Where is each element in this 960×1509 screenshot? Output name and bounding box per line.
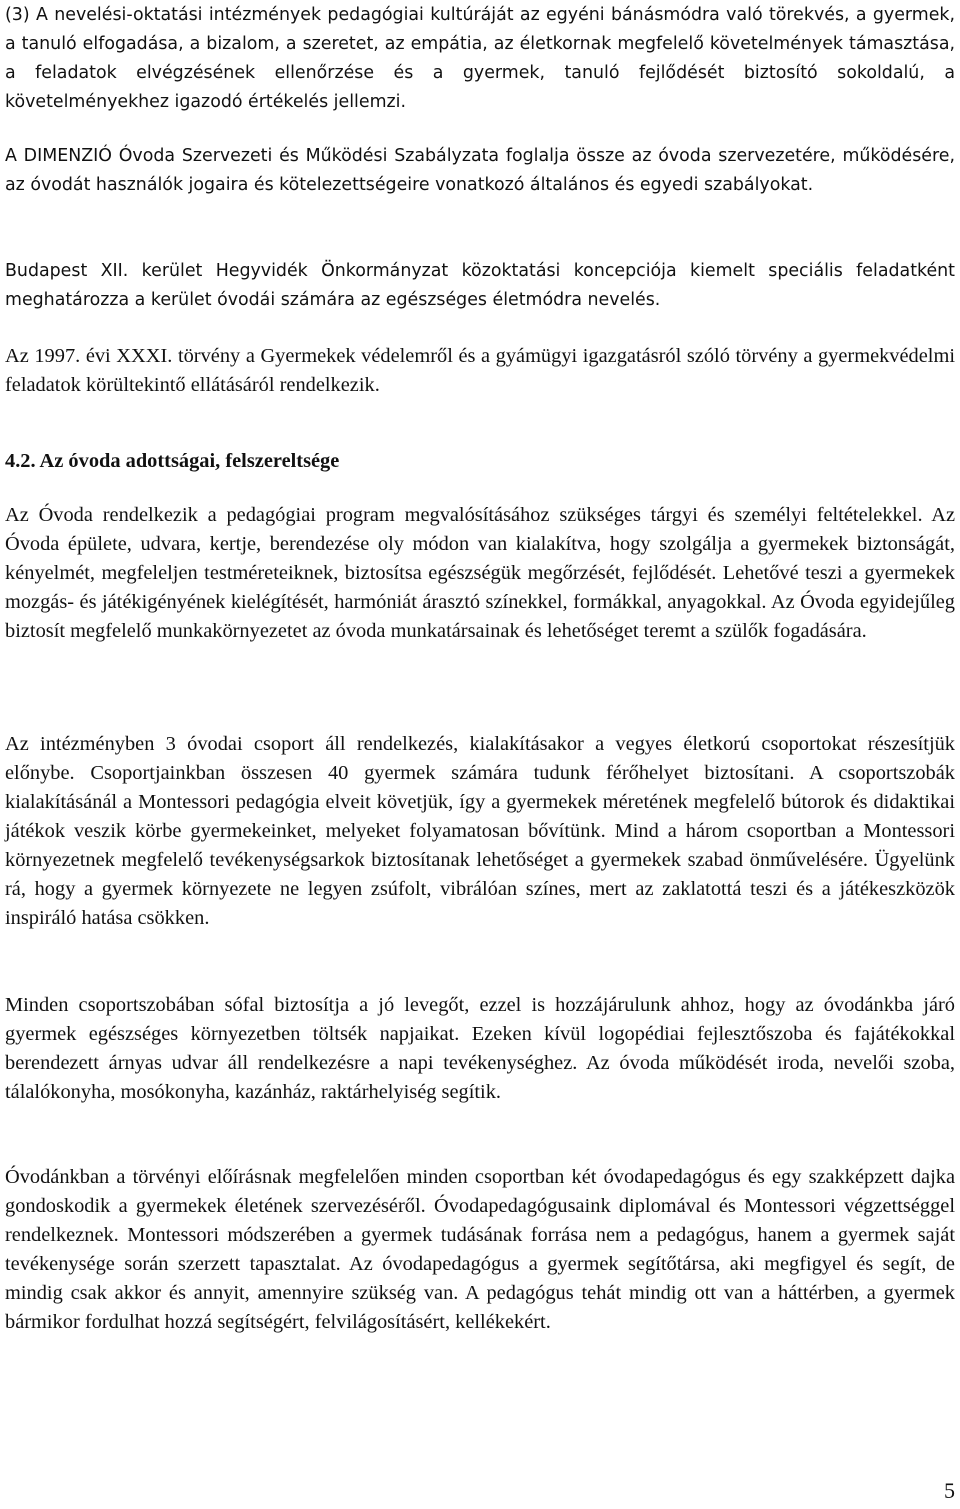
page-number: 5 [944,1478,955,1503]
paragraph-szmsz-summary: A DIMENZIÓ Óvoda Szervezeti és Működési Szabályzata foglalja össze az óvoda szervezetére, működésére, az óvodát használók jogaira és kötelezettségeire vonatkozó általános és egyedi szabályokat. [5,146,955,195]
paragraph-budapest-concept: Budapest XII. kerület Hegyvidék Önkormányzat közoktatási koncepciója kiemelt speciális feladatként meghatározza a kerület óvodái számára az egészséges életmódra nevelés. [5,261,955,310]
section-heading: 4.2. Az óvoda adottságai, felszereltsége [5,450,340,472]
paragraph-rooms: Minden csoportszobában sófal biztosítja a jó levegőt, ezzel is hozzájárulunk ahhoz, hogy az óvodánkba járó gyermek egészséges környezetben töltsék napjaikat. Ezeken kívül logopédiai fejlesztőszoba és fajátékokkal berendezett árnyas udvar áll rendelkezésre a napi tevékenységhez. Az óvoda működését iroda, nevelői szoba, tálalókonyha, mosókonyha, kazánház, raktárhelyiség segítik. [5,994,955,1103]
paragraph-groups: Az intézményben 3 óvodai csoport áll rendelkezés, kialakításakor a vegyes életkorú csoportokat részesítjük előnybe. Csoportjainkban összesen 40 gyermek számára tudunk férőhelyet biztosítani. A csoportszobák kialakításánál a Montessori pedagógia elveit követjük, így a gyermekek méretének megfelelő bútorok és didaktikai játékok veszik körbe gyermekeinket, melyeket folyamatosan bővítünk. Mind a három csoportban a Montessori környezetnek megfelelő tevékenységsarkok biztosítanak lehetőséget a gyermekek szabad önművelésére. Ügyelünk rá, hogy a gyermek környezete ne legyen zsúfolt, vibrálóan színes, mert az zaklatottá teszi és a játékeszközök inspiráló hatása csökken. [5,733,955,929]
paragraph-facilities: Az Óvoda rendelkezik a pedagógiai program megvalósításához szükséges tárgyi és személyi feltételekkel. Az Óvoda épülete, udvara, kertje, berendezése oly módon van kialakítva, hogy szolgálja a gyermekek biztonságát, kényelmét, megfeleljen testméreteiknek, biztosítsa egészségük megőrzését, fejlődését. Lehetővé teszi a gyermekek mozgás- és játékigényének kielégítését, harmóniát árasztó színekkel, formákkal, anyagokkal. Az Óvoda egyidejűleg biztosít megfelelő munkakörnyezetet az óvoda munkatársainak és lehetőséget teremt a szülők fogadására. [5,504,955,642]
paragraph-law-1997: Az 1997. évi XXXI. törvény a Gyermekek védelemről és a gyámügyi igazgatásról szóló törvény a gyermekvédelmi feladatok körültekintő ellátásáról rendelkezik. [5,345,955,396]
paragraph-pedagogical-culture: (3) A nevelési-oktatási intézmények pedagógiai kultúráját az egyéni bánásmódra való törekvés, a gyermek, a tanuló elfogadása, a bizalom, a szeretet, az empátia, az életkornak megfelelő követelmények támasztása, a feladatok elvégzésének ellenőrzése és a gyermek, tanuló fejlődését biztosító sokoldalú, a követelményekhez igazodó értékelés jellemzi. [5,5,955,112]
paragraph-staff: Óvodánkban a törvényi előírásnak megfelelően minden csoportban két óvodapedagógus és egy szakképzett dajka gondoskodik a gyermekek életének szervezéséről. Óvodapedagógusaink diplomával és Montessori végzettséggel rendelkeznek. Montessori módszerében a gyermek tudásának forrása nem a pedagógus, hanem a gyermek saját tevékenysége során szerzett tapasztalat. Az óvodapedagógus a gyermek segítőtársa, aki megfigyel és segít, de mindig csak akkor és annyit, amennyire szükség van. A pedagógus tehát mindig ott van a háttérben, a gyermek bármikor fordulhat hozzá segítségért, felvilágosításért, kellékekért. [5,1166,955,1333]
